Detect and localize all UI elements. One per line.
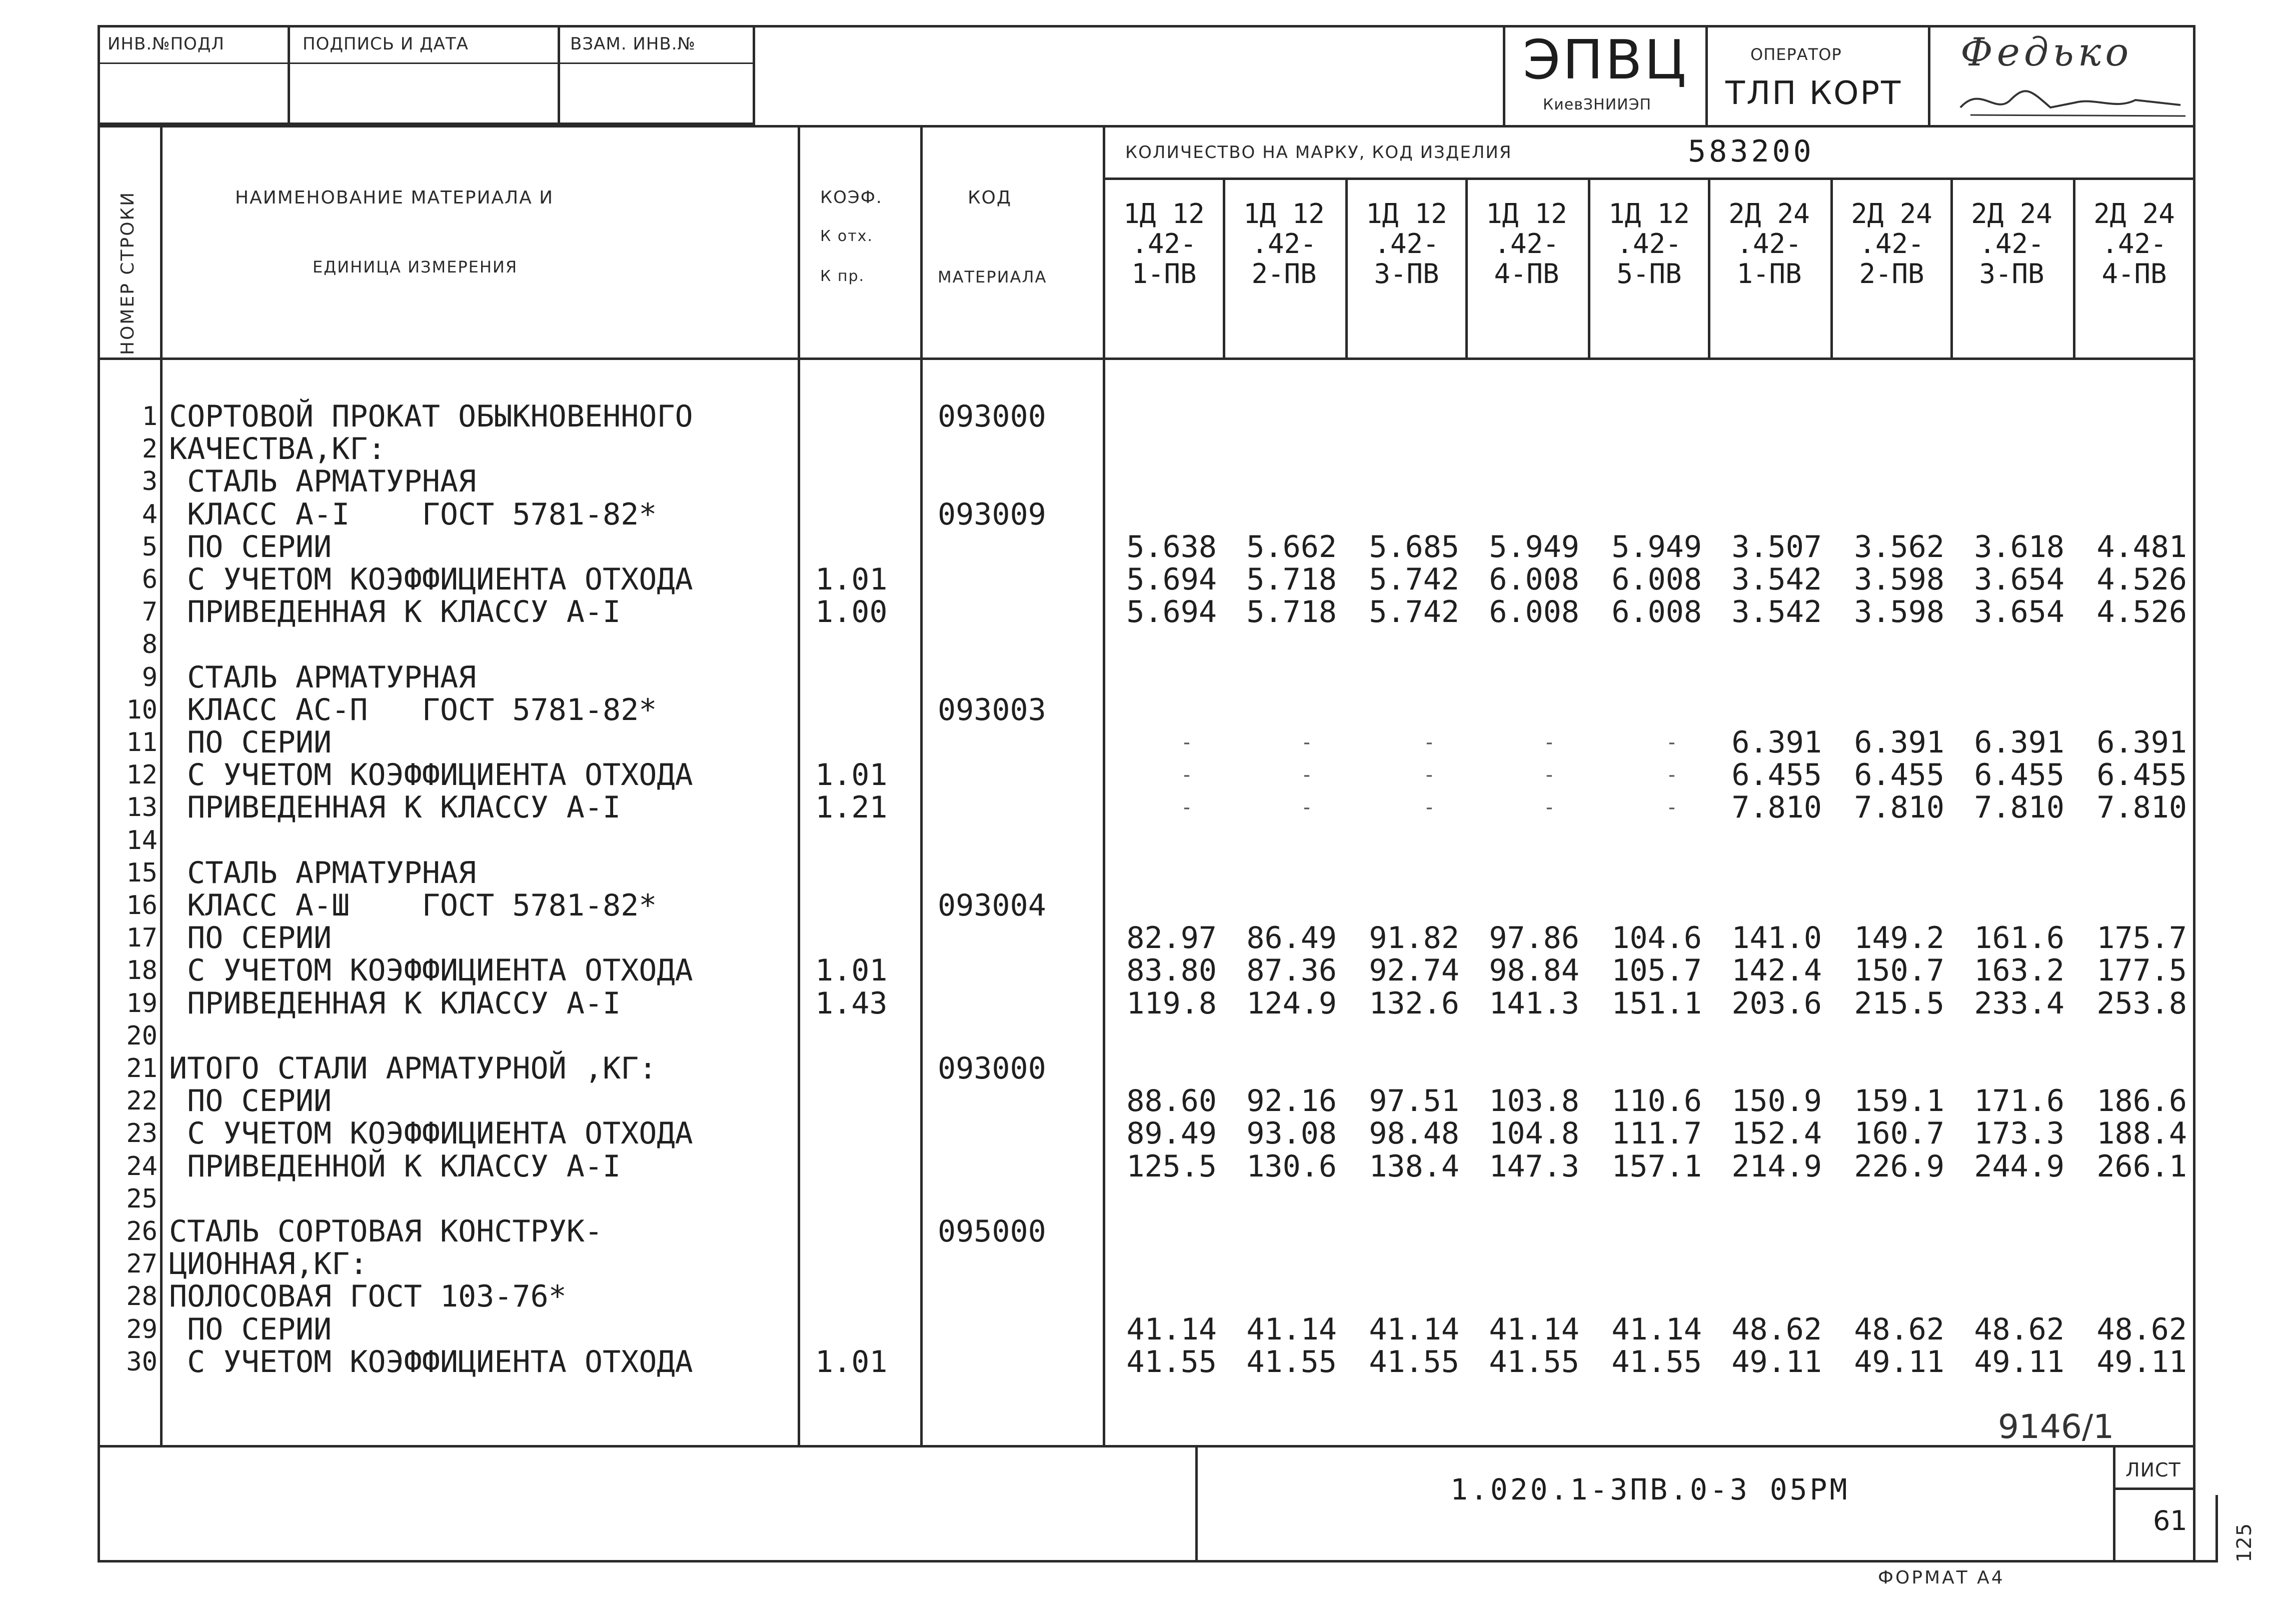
material-code: 093009 [938, 496, 1046, 532]
quantity-value: 87.36 [1246, 953, 1337, 988]
mark-header-6-l1: 2Д 24 [1728, 198, 1810, 230]
quantity-value: 149.2 [1854, 920, 1944, 956]
row-number: 21 [126, 1054, 158, 1084]
quantity-value: 3.654 [1974, 594, 2064, 630]
header-coef-line1: КОЭФ. [820, 188, 883, 208]
quantity-value: - [1665, 731, 1678, 754]
mark-header-4-l2: .42- [1494, 228, 1559, 260]
row-number: 9 [142, 662, 158, 692]
quantity-value: 130.6 [1246, 1148, 1337, 1184]
material-name: СОРТОВОЙ ПРОКАТ ОБЫКНОВЕННОГО [169, 399, 693, 434]
row-number: 30 [126, 1346, 158, 1377]
frame-header-bottom [98, 358, 2195, 360]
mark-header-2-l2: .42- [1251, 228, 1317, 260]
quantity-value: 141.3 [1489, 986, 1579, 1021]
quantity-value: 6.391 [1854, 725, 1944, 760]
quantity-value: 3.507 [1731, 529, 1822, 564]
quantity-value: 233.4 [1974, 986, 2064, 1021]
quantity-value: 253.8 [2096, 986, 2187, 1021]
quantity-value: 3.542 [1731, 594, 1822, 630]
quantity-value: 93.08 [1246, 1116, 1337, 1152]
mark-header-8-l1: 2Д 24 [1971, 198, 2052, 230]
format-label: ФОРМАТ А4 [1878, 1568, 2005, 1588]
row-number: 12 [126, 760, 158, 790]
mark-header-8-l3: 3-ПВ [1979, 258, 2044, 290]
header-material-line2: ЕДИНИЦА ИЗМЕРЕНИЯ [313, 258, 518, 276]
row-number: 28 [126, 1282, 158, 1312]
quantity-value: 266.1 [2096, 1148, 2187, 1184]
frame-bottom [98, 1560, 2218, 1562]
material-name: ЦИОННАЯ,КГ: [169, 1246, 368, 1282]
quantity-value: 5.742 [1369, 594, 1459, 630]
quantity-value: 163.2 [1974, 953, 2064, 988]
material-name: КЛАСС А-Ш ГОСТ 5781-82* [169, 888, 657, 923]
quantity-value: 48.62 [2096, 1312, 2187, 1347]
quantity-value: 5.949 [1611, 529, 1702, 564]
quantity-value: 110.6 [1611, 1084, 1702, 1119]
material-code: 095000 [938, 1214, 1046, 1249]
quantity-value: 6.455 [1854, 758, 1944, 793]
quantity-value: 150.9 [1731, 1084, 1822, 1119]
quantity-value: 188.4 [2096, 1116, 2187, 1152]
quantity-value: 111.7 [1611, 1116, 1702, 1152]
material-name: С УЧЕТОМ КОЭФФИЦИЕНТА ОТХОДА [169, 953, 693, 988]
material-name: С УЧЕТОМ КОЭФФИЦИЕНТА ОТХОДА [169, 562, 693, 597]
quantity-value: 48.62 [1731, 1312, 1822, 1347]
stamp-vzam-inv: ВЗАМ. ИНВ.№ [570, 34, 696, 54]
quantity-value: 5.949 [1489, 529, 1579, 564]
material-name: КАЧЕСТВА,КГ: [169, 432, 386, 467]
quantity-value: 6.008 [1489, 594, 1579, 630]
quantity-value: 175.7 [2096, 920, 2187, 956]
coefficient: 1.00 [815, 594, 888, 630]
row-number: 23 [126, 1118, 158, 1149]
material-name: ПРИВЕДЕННАЯ К КЛАССУ А-I [169, 986, 621, 1021]
handwritten-number: 9146/1 [1998, 1408, 2114, 1446]
quantity-value: 7.810 [1854, 790, 1944, 826]
document-code: 1.020.1-3ПВ.0-3 05РМ [1450, 1472, 1850, 1506]
material-name: С УЧЕТОМ КОЭФФИЦИЕНТА ОТХОДА [169, 758, 693, 793]
quantity-value: 104.8 [1489, 1116, 1579, 1152]
row-number: 7 [142, 597, 158, 628]
quantity-value: 7.810 [1974, 790, 2064, 826]
stamp-div-3 [753, 25, 755, 125]
col-rownum [160, 125, 163, 1445]
header-coef-line2: К отх. [820, 228, 873, 245]
signature-name: Федько [1960, 30, 2133, 75]
mark-header-6-l3: 1-ПВ [1736, 258, 1802, 290]
quantity-value: 4.526 [2096, 562, 2187, 597]
frame-marks-top [1103, 178, 2195, 180]
quantity-value: 5.742 [1369, 562, 1459, 597]
quantity-value: 6.391 [1731, 725, 1822, 760]
mark-header-9-l3: 4-ПВ [2101, 258, 2167, 290]
quantity-value: 6.455 [2096, 758, 2187, 793]
row-number: 20 [126, 1020, 158, 1051]
quantity-value: 132.6 [1369, 986, 1459, 1021]
header-quantity-label: КОЛИЧЕСТВО НА МАРКУ, КОД ИЗДЕЛИЯ [1125, 142, 1512, 162]
header-product-code: 583200 [1688, 134, 1814, 169]
row-number: 6 [142, 564, 158, 594]
quantity-value: 91.82 [1369, 920, 1459, 956]
material-name: СТАЛЬ АРМАТУРНАЯ [169, 855, 477, 890]
quantity-value: - [1423, 796, 1435, 820]
quantity-value: 98.84 [1489, 953, 1579, 988]
quantity-value: 147.3 [1489, 1148, 1579, 1184]
stamp-div-2 [558, 25, 560, 125]
mark-header-1-l1: 1Д 12 [1123, 198, 1205, 230]
mark-header-8-l2: .42- [1979, 228, 2044, 260]
quantity-value: 97.86 [1489, 920, 1579, 956]
quantity-value: 98.48 [1369, 1116, 1459, 1152]
row-number: 18 [126, 956, 158, 986]
quantity-value: 6.391 [1974, 725, 2064, 760]
title-div-1 [1503, 25, 1505, 125]
outer-right [2215, 1495, 2218, 1562]
quantity-value: 3.654 [1974, 562, 2064, 597]
operator-value: ТЛП КОРТ [1725, 75, 1902, 112]
row-number: 29 [126, 1314, 158, 1344]
title-div-3 [1928, 25, 1930, 125]
material-name: СТАЛЬ АРМАТУРНАЯ [169, 464, 477, 500]
mark-header-5-l3: 5-ПВ [1616, 258, 1682, 290]
quantity-value: 160.7 [1854, 1116, 1944, 1152]
frame-data-bottom [98, 1445, 2195, 1448]
material-name: ПРИВЕДЕННАЯ К КЛАССУ А-I [169, 790, 621, 826]
title-div-2 [1705, 25, 1708, 125]
coefficient: 1.01 [815, 1344, 888, 1380]
quantity-value: 41.55 [1369, 1344, 1459, 1380]
quantity-value: 3.562 [1854, 529, 1944, 564]
quantity-value: - [1543, 731, 1555, 754]
row-number: 4 [142, 499, 158, 530]
quantity-value: 89.49 [1126, 1116, 1217, 1152]
row-number: 22 [126, 1086, 158, 1116]
quantity-value: 5.685 [1369, 529, 1459, 564]
quantity-value: - [1180, 796, 1193, 820]
quantity-value: - [1665, 796, 1678, 820]
quantity-value: 97.51 [1369, 1084, 1459, 1119]
quantity-value: 5.718 [1246, 562, 1337, 597]
row-number: 5 [142, 532, 158, 562]
quantity-value: 214.9 [1731, 1148, 1822, 1184]
quantity-value: 41.55 [1611, 1344, 1702, 1380]
row-number: 14 [126, 825, 158, 856]
col-coef [920, 125, 923, 1445]
quantity-value: 203.6 [1731, 986, 1822, 1021]
operator-label: ОПЕРАТОР [1750, 45, 1842, 64]
material-name: ПО СЕРИИ [169, 920, 332, 956]
quantity-value: - [1665, 764, 1678, 787]
quantity-value: 124.9 [1246, 986, 1337, 1021]
quantity-value: 3.598 [1854, 562, 1944, 597]
quantity-value: 83.80 [1126, 953, 1217, 988]
quantity-value: 7.810 [2096, 790, 2187, 826]
quantity-value: - [1180, 764, 1193, 787]
material-name: ИТОГО СТАЛИ АРМАТУРНОЙ ,КГ: [169, 1051, 657, 1086]
stamp-div-1 [288, 25, 290, 125]
quantity-value: 138.4 [1369, 1148, 1459, 1184]
row-number: 13 [126, 792, 158, 823]
quantity-value: 3.618 [1974, 529, 2064, 564]
coefficient: 1.43 [815, 986, 888, 1021]
quantity-value: 6.455 [1731, 758, 1822, 793]
quantity-value: 5.638 [1126, 529, 1217, 564]
material-code: 093004 [938, 888, 1046, 923]
quantity-value: 5.694 [1126, 594, 1217, 630]
stamp-inv-podl: ИНВ.№ПОДЛ [108, 34, 225, 54]
quantity-value: 244.9 [1974, 1148, 2064, 1184]
mark-header-3-l2: .42- [1374, 228, 1439, 260]
sheet-number: 61 [2153, 1505, 2187, 1536]
material-code: 093000 [938, 399, 1046, 434]
quantity-value: 103.8 [1489, 1084, 1579, 1119]
quantity-value: - [1300, 731, 1313, 754]
quantity-value: 49.11 [1731, 1344, 1822, 1380]
quantity-value: 6.391 [2096, 725, 2187, 760]
material-name: С УЧЕТОМ КОЭФФИЦИЕНТА ОТХОДА [169, 1116, 693, 1152]
material-name: ПРИВЕДЕННОЙ К КЛАССУ А-I [169, 1148, 621, 1184]
quantity-value: 4.481 [2096, 529, 2187, 564]
quantity-value: 48.62 [1974, 1312, 2064, 1347]
quantity-value: - [1423, 764, 1435, 787]
quantity-value: 151.1 [1611, 986, 1702, 1021]
coefficient: 1.01 [815, 562, 888, 597]
quantity-value: 41.14 [1611, 1312, 1702, 1347]
quantity-value: 104.6 [1611, 920, 1702, 956]
quantity-value: 5.662 [1246, 529, 1337, 564]
row-number: 11 [126, 728, 158, 758]
quantity-value: 49.11 [2096, 1344, 2187, 1380]
quantity-value: 92.74 [1369, 953, 1459, 988]
side-number: 125 [2233, 1522, 2256, 1562]
material-name: КЛАСС А-I ГОСТ 5781-82* [169, 496, 657, 532]
row-number: 24 [126, 1151, 158, 1182]
mark-header-5-l1: 1Д 12 [1608, 198, 1690, 230]
header-row-number: НОМЕР СТРОКИ [118, 190, 138, 355]
material-code: 093003 [938, 692, 1046, 728]
org-title: ЭПВЦ [1523, 29, 1688, 92]
material-code: 093000 [938, 1051, 1046, 1086]
quantity-value: 142.4 [1731, 953, 1822, 988]
quantity-value: 6.008 [1611, 594, 1702, 630]
stamp-podpis-data: ПОДПИСЬ И ДАТА [303, 34, 469, 54]
mark-header-9-l2: .42- [2101, 228, 2167, 260]
quantity-value: - [1423, 731, 1435, 754]
quantity-value: - [1300, 796, 1313, 820]
material-name: ПО СЕРИИ [169, 725, 332, 760]
quantity-value: 119.8 [1126, 986, 1217, 1021]
quantity-value: 6.008 [1489, 562, 1579, 597]
mark-header-1-l2: .42- [1131, 228, 1197, 260]
sheet-box-left [2113, 1445, 2115, 1560]
quantity-value: 82.97 [1126, 920, 1217, 956]
material-name: С УЧЕТОМ КОЭФФИЦИЕНТА ОТХОДА [169, 1344, 693, 1380]
quantity-value: - [1543, 764, 1555, 787]
mark-header-3-l1: 1Д 12 [1366, 198, 1447, 230]
material-name: ПО СЕРИИ [169, 1084, 332, 1119]
header-material-line1: НАИМЕНОВАНИЕ МАТЕРИАЛА И [235, 188, 554, 208]
quantity-value: 5.694 [1126, 562, 1217, 597]
row-number: 19 [126, 988, 158, 1018]
header-code-line1: КОД [968, 188, 1012, 208]
quantity-value: 173.3 [1974, 1116, 2064, 1152]
quantity-value: 41.14 [1489, 1312, 1579, 1347]
quantity-value: 157.1 [1611, 1148, 1702, 1184]
row-number: 1 [142, 402, 158, 432]
mark-header-4-l1: 1Д 12 [1486, 198, 1567, 230]
row-number: 8 [142, 630, 158, 660]
quantity-value: 186.6 [2096, 1084, 2187, 1119]
quantity-value: 4.526 [2096, 594, 2187, 630]
mark-header-6-l2: .42- [1736, 228, 1802, 260]
material-name: ПО СЕРИИ [169, 529, 332, 564]
quantity-value: 159.1 [1854, 1084, 1944, 1119]
row-number: 3 [142, 466, 158, 497]
quantity-value: 125.5 [1126, 1148, 1217, 1184]
quantity-value: 150.7 [1854, 953, 1944, 988]
quantity-value: 49.11 [1854, 1344, 1944, 1380]
header-coef-line3: К пр. [820, 268, 865, 285]
quantity-value: 152.4 [1731, 1116, 1822, 1152]
frame-body-top [98, 125, 2195, 128]
quantity-value: 48.62 [1854, 1312, 1944, 1347]
footer-div [1195, 1445, 1198, 1560]
quantity-value: 215.5 [1854, 986, 1944, 1021]
col-name [798, 125, 800, 1445]
material-name: ПРИВЕДЕННАЯ К КЛАССУ А-I [169, 594, 621, 630]
material-name: СТАЛЬ АРМАТУРНАЯ [169, 660, 477, 695]
coefficient: 1.01 [815, 953, 888, 988]
sheet-box-divider [2113, 1488, 2195, 1490]
quantity-value: 226.9 [1854, 1148, 1944, 1184]
mark-header-5-l2: .42- [1616, 228, 1682, 260]
row-number: 25 [126, 1184, 158, 1214]
quantity-value: - [1543, 796, 1555, 820]
material-name: ПОЛОСОВАЯ ГОСТ 103-76* [169, 1279, 567, 1314]
quantity-value: 41.14 [1369, 1312, 1459, 1347]
quantity-value: 92.16 [1246, 1084, 1337, 1119]
quantity-value: 86.49 [1246, 920, 1337, 956]
quantity-value: 88.60 [1126, 1084, 1217, 1119]
mark-header-7-l2: .42- [1859, 228, 1924, 260]
row-number: 27 [126, 1249, 158, 1280]
quantity-value: 161.6 [1974, 920, 2064, 956]
quantity-value: 6.008 [1611, 562, 1702, 597]
mark-header-4-l3: 4-ПВ [1494, 258, 1559, 290]
row-number: 26 [126, 1216, 158, 1246]
quantity-value: - [1180, 731, 1193, 754]
stamp-label-line [98, 62, 753, 64]
quantity-value: 177.5 [2096, 953, 2187, 988]
material-name: ПО СЕРИИ [169, 1312, 332, 1347]
mark-header-7-l1: 2Д 24 [1851, 198, 1932, 230]
coefficient: 1.01 [815, 758, 888, 793]
quantity-value: - [1300, 764, 1313, 787]
quantity-value: 3.598 [1854, 594, 1944, 630]
mark-header-3-l3: 3-ПВ [1374, 258, 1439, 290]
row-number: 15 [126, 858, 158, 888]
sheet-label: ЛИСТ [2125, 1459, 2181, 1481]
quantity-value: 41.55 [1246, 1344, 1337, 1380]
material-name: КЛАСС АС-П ГОСТ 5781-82* [169, 692, 657, 728]
row-number: 10 [126, 694, 158, 725]
quantity-value: 105.7 [1611, 953, 1702, 988]
mark-header-9-l1: 2Д 24 [2093, 198, 2175, 230]
quantity-value: 49.11 [1974, 1344, 2064, 1380]
quantity-value: 41.55 [1126, 1344, 1217, 1380]
row-number: 16 [126, 890, 158, 920]
quantity-value: 141.0 [1731, 920, 1822, 956]
signature-scribble [1950, 80, 2190, 120]
mark-header-2-l3: 2-ПВ [1251, 258, 1317, 290]
quantity-value: 7.810 [1731, 790, 1822, 826]
org-subtitle: КиевЗНИИЭП [1543, 96, 1652, 114]
frame-top [98, 25, 2195, 28]
quantity-value: 41.14 [1246, 1312, 1337, 1347]
mark-header-2-l1: 1Д 12 [1243, 198, 1325, 230]
quantity-value: 171.6 [1974, 1084, 2064, 1119]
quantity-value: 6.455 [1974, 758, 2064, 793]
row-number: 2 [142, 434, 158, 464]
header-code-line2: МАТЕРИАЛА [938, 268, 1047, 286]
mark-header-7-l3: 2-ПВ [1859, 258, 1924, 290]
quantity-value: 41.55 [1489, 1344, 1579, 1380]
quantity-value: 41.14 [1126, 1312, 1217, 1347]
coefficient: 1.21 [815, 790, 888, 826]
material-name: СТАЛЬ СОРТОВАЯ КОНСТРУК- [169, 1214, 603, 1249]
frame-right [2193, 25, 2195, 1562]
row-number: 17 [126, 923, 158, 954]
mark-header-1-l3: 1-ПВ [1131, 258, 1197, 290]
quantity-value: 5.718 [1246, 594, 1337, 630]
quantity-value: 3.542 [1731, 562, 1822, 597]
